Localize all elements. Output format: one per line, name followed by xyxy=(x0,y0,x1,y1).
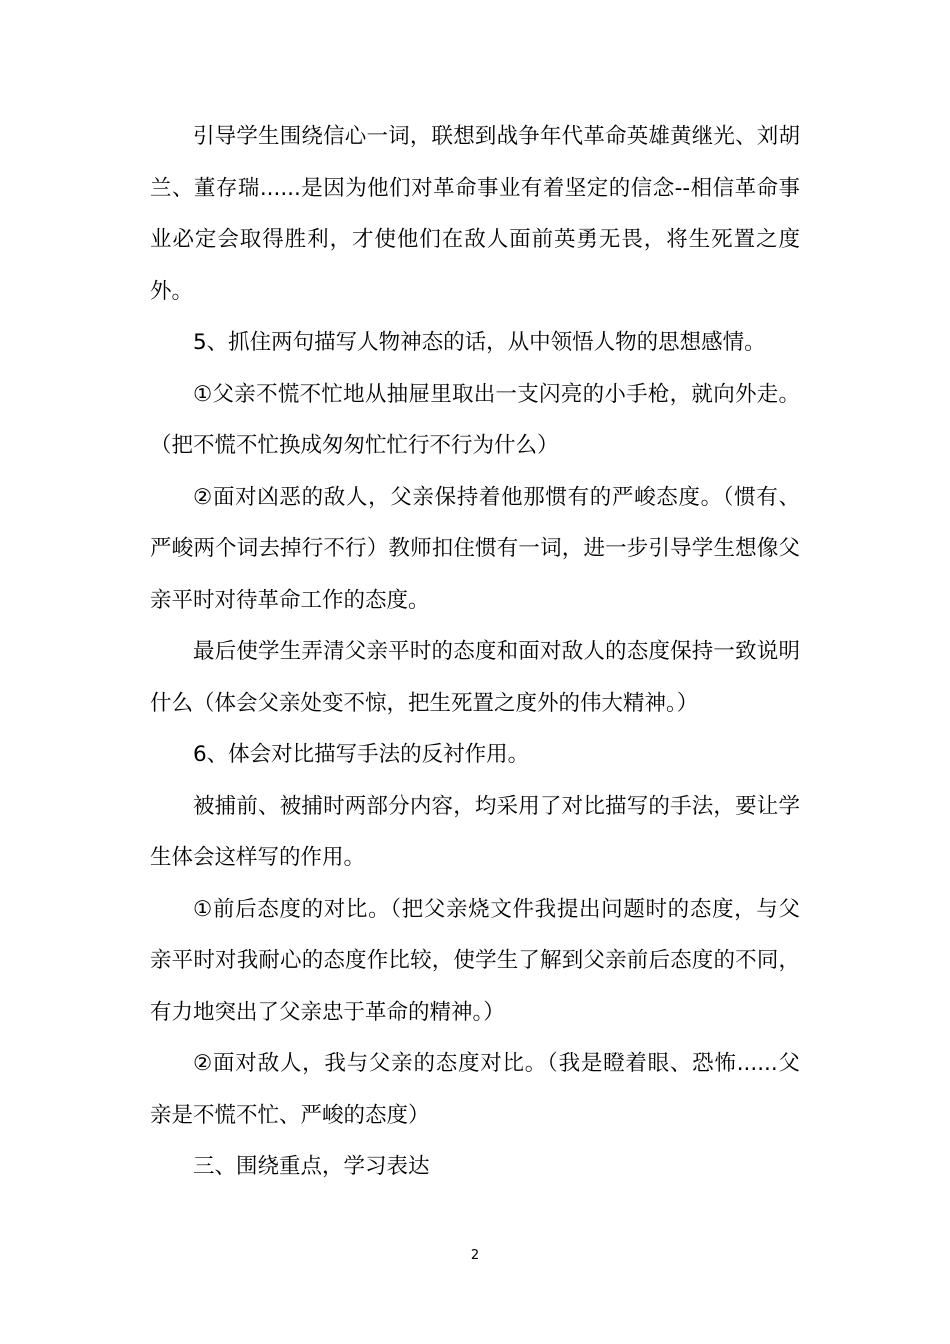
paragraph-contrast-2: ②面对敌人，我与父亲的态度对比。（我是瞪着眼、恐怖......父亲是不慌不忙、严峻的态度） xyxy=(150,1051,800,1128)
paragraph-intro: 引导学生围绕信心一词，联想到战争年代革命英雄黄继光、刘胡兰、董存瑞......是因为他们对革命事业有着坚定的信念--相信革命事业必定会取得胜利，才使他们在敌人面前英勇无畏，将生死置之度外。 xyxy=(150,124,800,304)
paragraph-step-6: 6、体会对比描写手法的反衬作用。 xyxy=(193,742,530,767)
paragraph-section-3: 三、围绕重点，学习表达 xyxy=(193,1154,430,1179)
paragraph-contrast-intro: 被捕前、被捕时两部分内容，均采用了对比描写的手法，要让学生体会这样写的作用。 xyxy=(150,793,800,870)
paragraph-example-1: ①父亲不慌不忙地从抽屉里取出一支闪亮的小手枪，就向外走。（把不慌不忙换成匆匆忙忙行不行为什么） xyxy=(150,381,800,458)
paragraph-conclusion: 最后使学生弄清父亲平时的态度和面对敌人的态度保持一致说明什么（体会父亲处变不惊，把生死置之度外的伟大精神。） xyxy=(150,639,800,716)
paragraph-step-5: 5、抓住两句描写人物神态的话，从中领悟人物的思想感情。 xyxy=(193,330,766,355)
paragraph-contrast-1: ①前后态度的对比。（把父亲烧文件我提出问题时的态度，与父亲平时对我耐心的态度作比较，使学生了解到父亲前后态度的不同，有力地突出了父亲忠于革命的精神。） xyxy=(150,896,800,1025)
document-body xyxy=(150,111,800,1193)
paragraph-example-2: ②面对凶恶的敌人，父亲保持着他那惯有的严峻态度。（惯有、严峻两个词去掉行不行）教师扣住惯有一词，进一步引导学生想像父亲平时对待革命工作的态度。 xyxy=(150,484,800,613)
page-number: 2 xyxy=(470,1248,480,1263)
